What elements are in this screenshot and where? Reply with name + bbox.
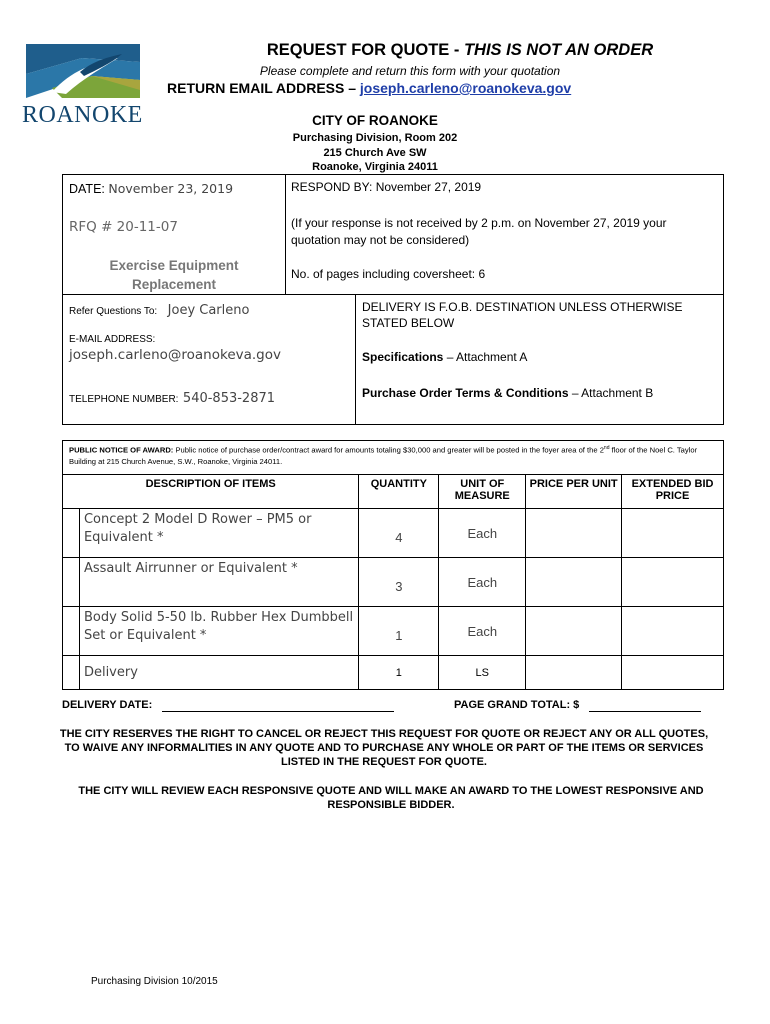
notice-text-b: floor of the Noel C. Taylor Building at 215 Church Avenue, S.W., Roanoke, Virginia 24011. (69, 445, 698, 466)
item-price[interactable] (526, 656, 622, 690)
item-extended[interactable] (622, 607, 724, 656)
item-quantity: 4 (359, 509, 439, 558)
table-row (63, 656, 724, 690)
address-line-2: 215 Church Ave SW (323, 147, 427, 159)
grand-total-label: PAGE GRAND TOTAL: $ (454, 699, 580, 711)
respond-note: (If your response is not received by 2 p.m. on November 27, 2019 your quotation may not be considered) (291, 216, 667, 247)
logo-text: ROANOKE (22, 102, 143, 128)
spec-value: – Attachment A (443, 350, 528, 364)
return-email-link[interactable]: joseph.carleno@roanokeva.gov (359, 80, 572, 96)
reserve-statement: THE CITY RESERVES THE RIGHT TO CANCEL OR REJECT THIS REQUEST FOR QUOTE OR REJECT ANY OR ALL QUOTES, TO WAIVE ANY INFORMALITIES IN ANY QUOTE AND TO PURCHASE ANY WHOLE OR PART OF THE ITEMS OR SERVICES LISTED IN THE REQUEST FOR QUOTE. (59, 728, 709, 768)
header-quantity: QUANTITY (359, 475, 439, 509)
item-description: Delivery (79, 656, 358, 690)
division-footer: Purchasing Division 10/2015 (91, 976, 218, 987)
item-unit: LS (439, 656, 526, 690)
refer-questions (69, 301, 249, 319)
address-line-1: Purchasing Division, Room 202 (292, 132, 458, 144)
public-notice (69, 443, 719, 467)
notice-text-a: Public notice of purchase order/contract award for amounts totaling $30,000 and greater will be posted in the foyer area of the 2 (173, 445, 604, 455)
title-emphasis: THIS IS NOT AN ORDER (463, 41, 654, 59)
project-title-line-2: Replacement (131, 277, 217, 292)
table-header-row (63, 475, 724, 509)
roanoke-logo-mark (22, 40, 144, 102)
pages-count (291, 267, 485, 281)
delivery-note: DELIVERY IS F.O.B. DESTINATION UNLESS OTHERWISE STATED BELOW (362, 300, 683, 330)
delivery-date-field[interactable] (162, 711, 394, 712)
header-extended: EXTENDED BID PRICE (622, 475, 724, 509)
terms-label: Purchase Order Terms & Conditions (362, 386, 569, 400)
item-quantity: 1 (359, 656, 439, 690)
pages-label: No. of pages including coversheet: (291, 267, 476, 281)
project-title (64, 256, 284, 294)
email-value: joseph.carleno@roanokeva.gov (69, 347, 281, 363)
phone-label: TELEPHONE NUMBER: (69, 394, 179, 405)
refer-label: Refer Questions To: (69, 306, 158, 317)
item-price[interactable] (526, 558, 622, 607)
header-price: PRICE PER UNIT (526, 475, 622, 509)
email-label: E-MAIL ADDRESS: (69, 334, 156, 345)
address-line-3: Roanoke, Virginia 24011 (312, 161, 438, 173)
grand-total-field[interactable] (589, 711, 701, 712)
spec-label: Specifications (362, 350, 444, 364)
delivery-date-label: DELIVERY DATE: (62, 699, 153, 711)
table-row (63, 558, 724, 607)
item-unit: Each (439, 607, 526, 656)
rfq-number: RFQ # 20-11-07 (69, 219, 178, 235)
phone-value: 540-853-2871 (182, 391, 276, 406)
specifications (362, 350, 527, 364)
item-price[interactable] (526, 607, 622, 656)
item-extended[interactable] (622, 558, 724, 607)
roanoke-logo (22, 40, 144, 130)
header-unit: UNIT OF MEASURE (439, 475, 526, 509)
date-field (69, 181, 233, 196)
header-description: DESCRIPTION OF ITEMS (63, 475, 359, 509)
item-quantity: 3 (359, 558, 439, 607)
title-main: REQUEST FOR QUOTE - (266, 41, 464, 59)
respond-by (291, 180, 481, 194)
date-value: November 23, 2019 (108, 181, 234, 196)
item-extended[interactable] (622, 656, 724, 690)
notice-label: PUBLIC NOTICE OF AWARD: (69, 445, 174, 455)
table-row (63, 607, 724, 656)
items-table (62, 474, 724, 690)
table-row (63, 509, 724, 558)
item-extended[interactable] (622, 509, 724, 558)
subtitle: Please complete and return this form with your quotation (259, 64, 561, 78)
phone-field (69, 389, 275, 407)
item-description: Body Solid 5-50 lb. Rubber Hex Dumbbell Set or Equivalent * (79, 607, 358, 656)
pages-value: 6 (478, 267, 486, 281)
terms-conditions (362, 386, 653, 400)
respond-label: RESPOND BY: (291, 180, 373, 194)
item-unit: Each (439, 558, 526, 607)
date-label: DATE: (69, 182, 105, 196)
item-unit: Each (439, 509, 526, 558)
respond-value: November 27, 2019 (375, 180, 482, 194)
item-price[interactable] (526, 509, 622, 558)
notice-sup: nd (603, 445, 610, 451)
item-description: Assault Airrunner or Equivalent * (79, 558, 358, 607)
project-title-line-1: Exercise Equipment (109, 258, 239, 273)
terms-value: – Attachment B (568, 386, 654, 400)
return-email-line (167, 80, 571, 96)
return-email-label: RETURN EMAIL ADDRESS – (167, 80, 360, 96)
award-statement: THE CITY WILL REVIEW EACH RESPONSIVE QUOTE AND WILL MAKE AN AWARD TO THE LOWEST RESPONSIVE AND RESPONSIBLE BIDDER. (78, 785, 704, 811)
item-quantity: 1 (359, 607, 439, 656)
page-title (150, 41, 770, 60)
refer-value: Joey Carleno (167, 303, 250, 318)
city-name: CITY OF ROANOKE (312, 113, 438, 128)
item-description: Concept 2 Model D Rower – PM5 or Equivalent * (79, 509, 358, 558)
